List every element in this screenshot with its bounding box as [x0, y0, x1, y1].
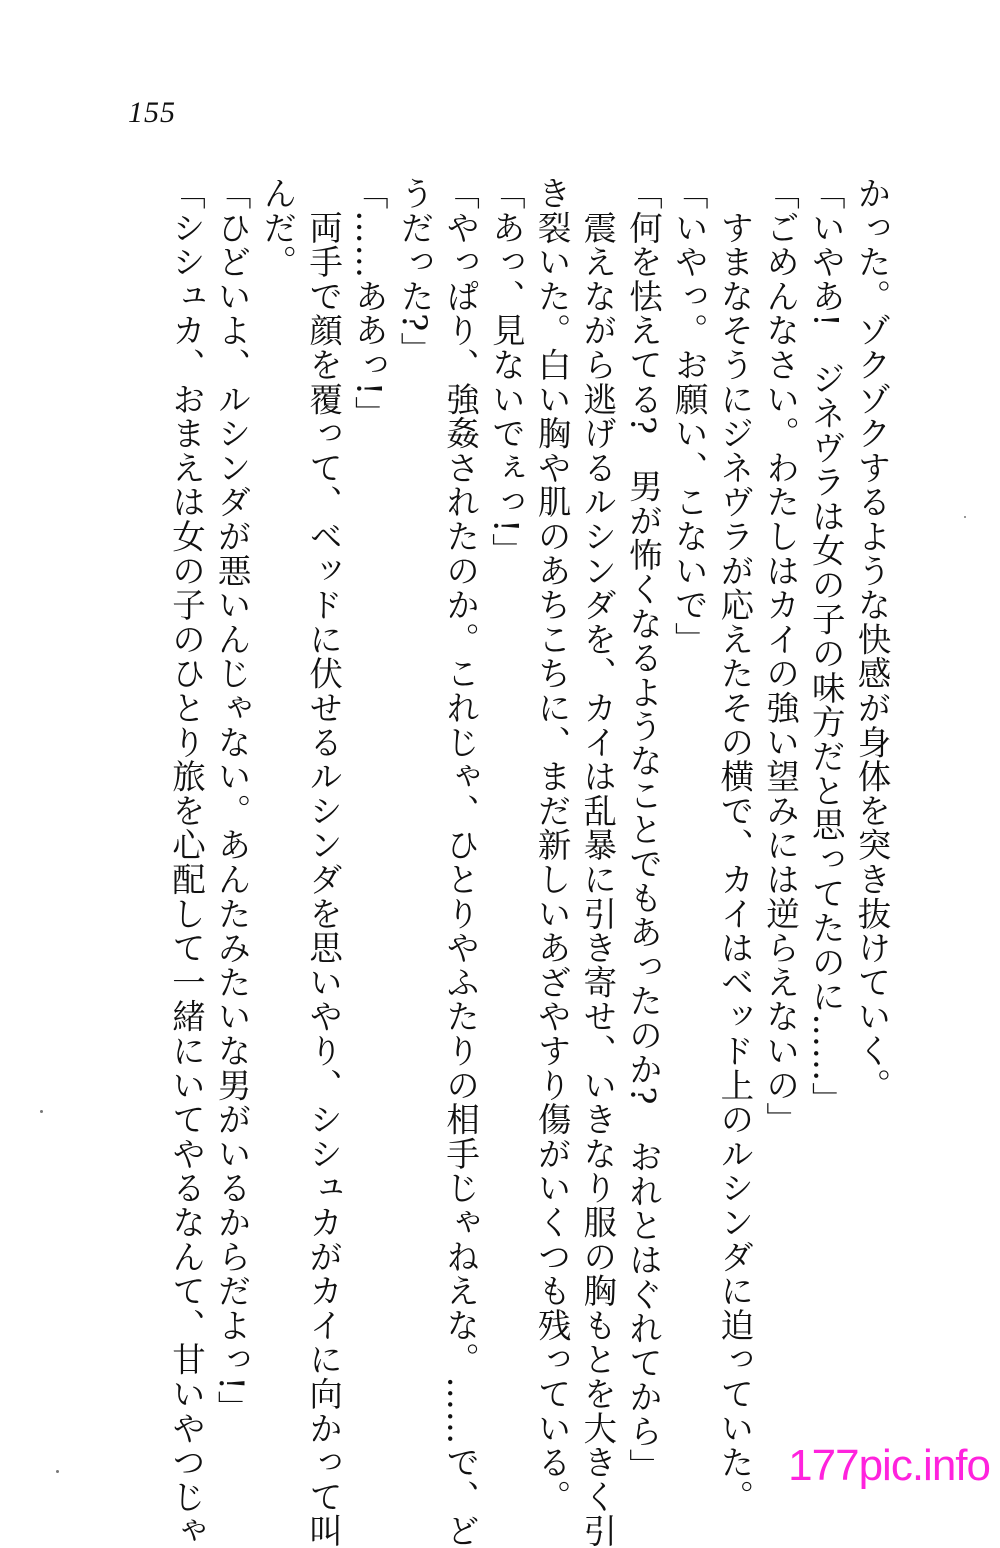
text-line: 「いやっ。お願い、こないで」 [669, 176, 709, 657]
text-line: 「あっ、見ないでぇっ!」 [486, 176, 526, 568]
text-line: 「シシュカ、おまえは女の子のひとり旅を心配して一緒にいてやるなんて、甘いやつじゃ [166, 176, 206, 1548]
text-line: 両手で顔を覆って、ベッドに伏せるルシンダを思いやり、シシュカがカイに向かって叫 [303, 176, 343, 1548]
text-line: すまなそうにジネヴラが応えたその横で、カイはベッド上のルシンダに迫っていた。 [714, 176, 754, 1514]
text-line: き裂いた。白い胸や肌のあちこちに、まだ新しいあざやすり傷がいくつも残っている。 [532, 176, 572, 1514]
text-line: 「……ああっ!」 [349, 176, 389, 431]
scan-speck [56, 1470, 59, 1473]
text-line: 「何を怯えてる? 男が怖くなるようなことでもあったのか? おれとはぐれてから」 [623, 176, 663, 1483]
text-line: 「いやあ! ジネヴラは女の子の味方だと思ってたのに……」 [806, 176, 846, 1117]
text-line: 「やっぱり、強姦されたのか。これじゃ、ひとりやふたりの相手じゃねえな。……で、ど [440, 176, 480, 1548]
text-line: かった。ゾクゾクするような快感が身体を突き抜けていく。 [852, 176, 891, 1103]
page-number: 155 [128, 96, 176, 129]
watermark: 177pic.info [788, 1441, 990, 1490]
text-line: うだった?」 [394, 176, 434, 367]
scan-speck [40, 1110, 43, 1113]
scan-speck [964, 516, 966, 518]
text-line: 「ひどいよ、ルシンダが悪いんじゃない。あんたみたいな男がいるからだよっ!」 [212, 176, 252, 1426]
text-line: 震えながら逃げるルシンダを、カイは乱暴に引き寄せ、いきなり服の胸もとを大きく引 [577, 176, 617, 1548]
text-line: 「ごめんなさい。わたしはカイの強い望みには逆らえないの」 [760, 176, 800, 1137]
text-line: んだ。 [257, 176, 297, 279]
